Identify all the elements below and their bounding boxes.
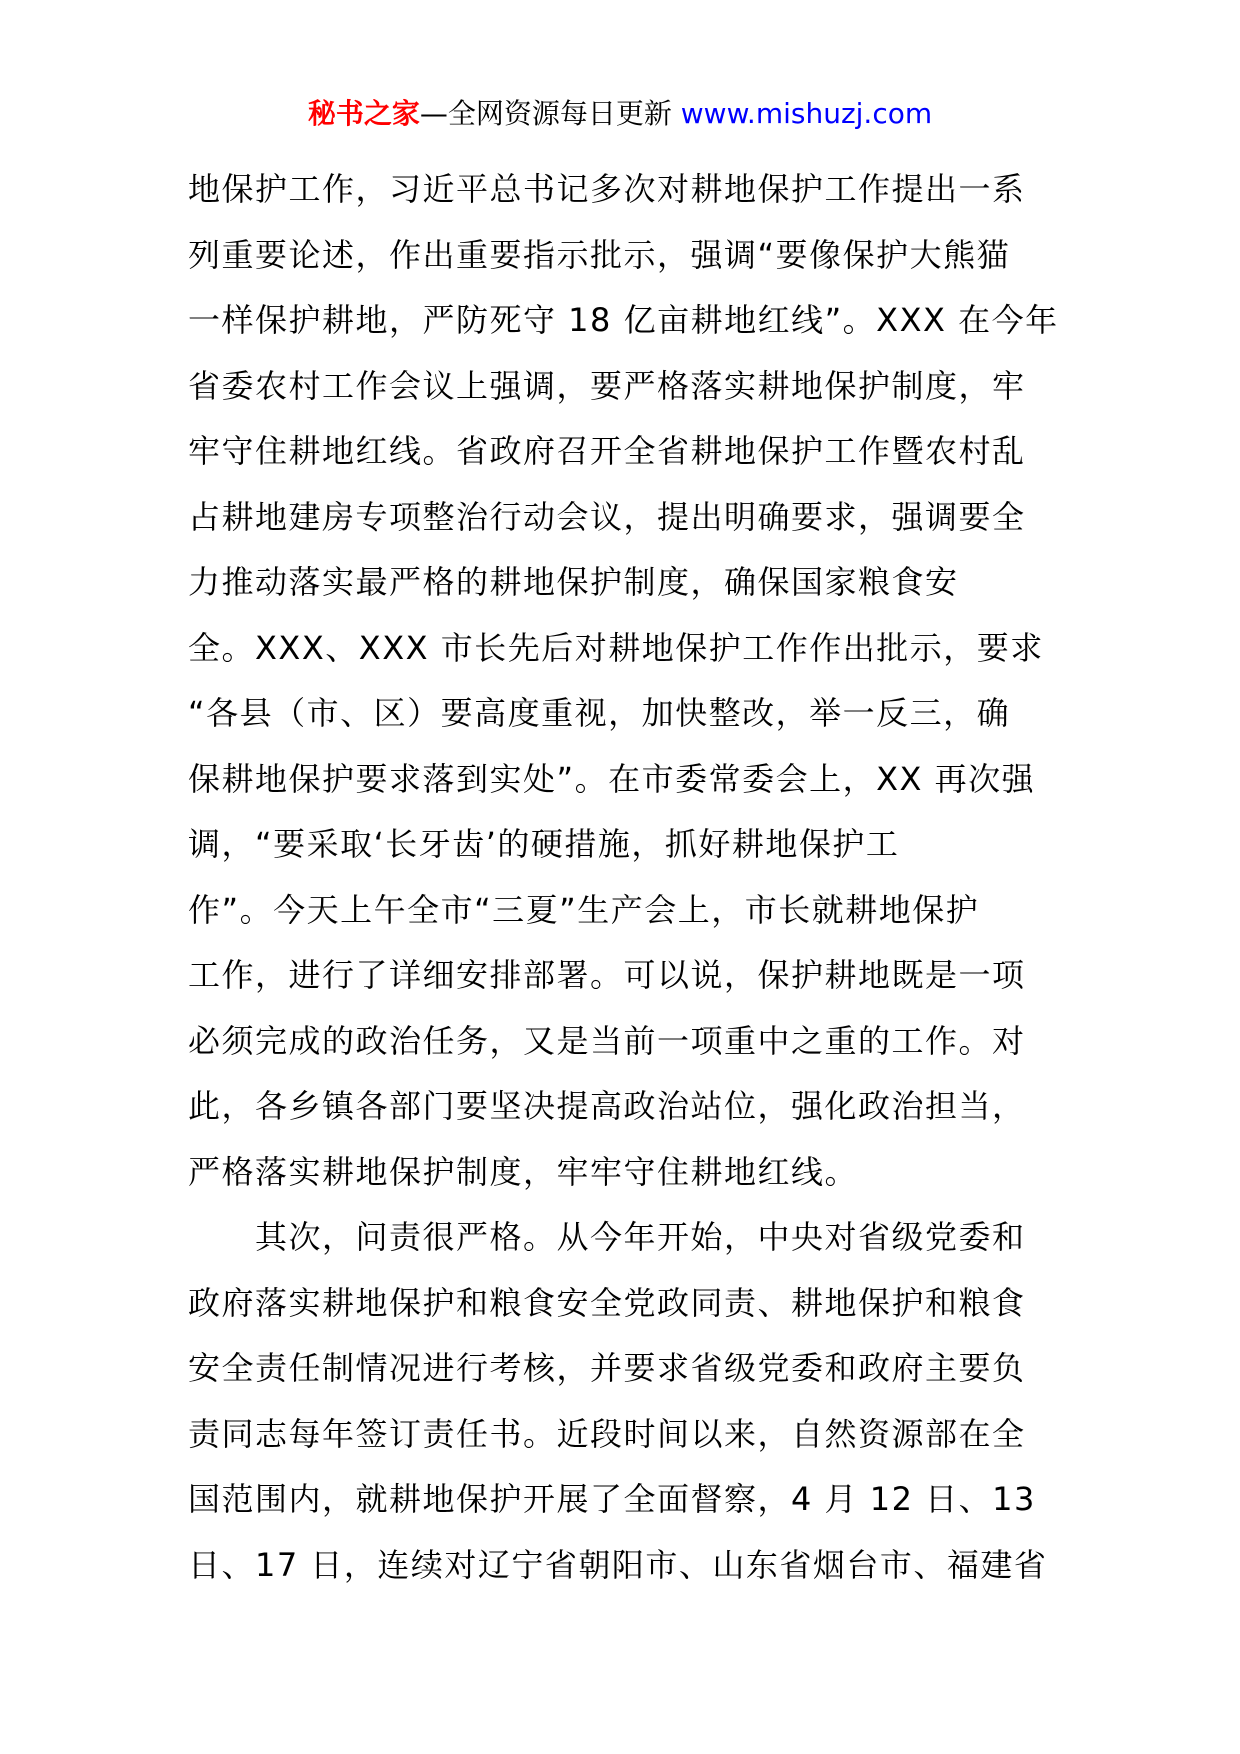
page-header: [0, 96, 1240, 132]
text-line: 省委农村工作会议上强调，要严格落实耕地保护制度，牢: [188, 366, 1026, 405]
header-brand: 秘书之家: [307, 97, 420, 130]
text-line: 国范围内，就耕地保护开展了全面督察，4 月 12 日、13: [188, 1480, 1036, 1518]
text-line: 责同志每年签订责任书。近段时间以来，自然资源部在全: [188, 1414, 1026, 1453]
text-line: 必须完成的政治任务，又是当前一项重中之重的工作。对: [188, 1021, 1026, 1060]
text-line: 全。XXX、XXX 市长先后对耕地保护工作作出批示，要求: [188, 628, 1044, 667]
text-line: 政府落实耕地保护和粮食安全党政同责、耕地保护和粮食: [188, 1283, 1026, 1322]
text-line: 工作，进行了详细安排部署。可以说，保护耕地既是一项: [188, 956, 1026, 994]
text-line: 严格落实耕地保护制度，牢牢守住耕地红线。: [188, 1152, 859, 1191]
text-line: 调，“要采取‘长牙齿’的硬措施，抓好耕地保护工: [188, 825, 900, 863]
header-url-link[interactable]: www.mishuzj.com: [680, 97, 933, 130]
text-line: 其次，问责很严格。从今年开始，中央对省级党委和: [188, 1218, 1026, 1256]
text-line: 牢守住耕地红线。省政府召开全省耕地保护工作暨农村乱: [188, 432, 1026, 470]
text-line: 地保护工作，习近平总书记多次对耕地保护工作提出一系: [188, 170, 1026, 208]
text-line: 力推动落实最严格的耕地保护制度，确保国家粮食安: [188, 563, 959, 601]
text-line: “各县（市、区）要高度重视，加快整改，举一反三，确: [188, 694, 1011, 732]
text-line: 日、17 日，连续对辽宁省朝阳市、山东省烟台市、福建省: [188, 1545, 1048, 1584]
text-line: 安全责任制情况进行考核，并要求省级党委和政府主要负: [188, 1349, 1026, 1387]
document-body: [188, 157, 1058, 1598]
header-slogan: —全网资源每日更新: [419, 97, 681, 130]
text-line: 一样保护耕地，严防死守 18 亿亩耕地红线”。XXX 在今年: [188, 301, 1059, 339]
text-line: 保耕地保护要求落到实处”。在市委常委会上，XX 再次强: [188, 759, 1036, 798]
text-line: 作”。今天上午全市“三夏”生产会上，市长就耕地保护: [188, 890, 980, 929]
text-line: 占耕地建房专项整治行动会议，提出明确要求，强调要全: [188, 497, 1026, 536]
text-line: 此，各乡镇各部门要坚决提高政治站位，强化政治担当，: [188, 1087, 1026, 1125]
text-line: 列重要论述，作出重要指示批示，强调“要像保护大熊猫: [188, 235, 1011, 274]
